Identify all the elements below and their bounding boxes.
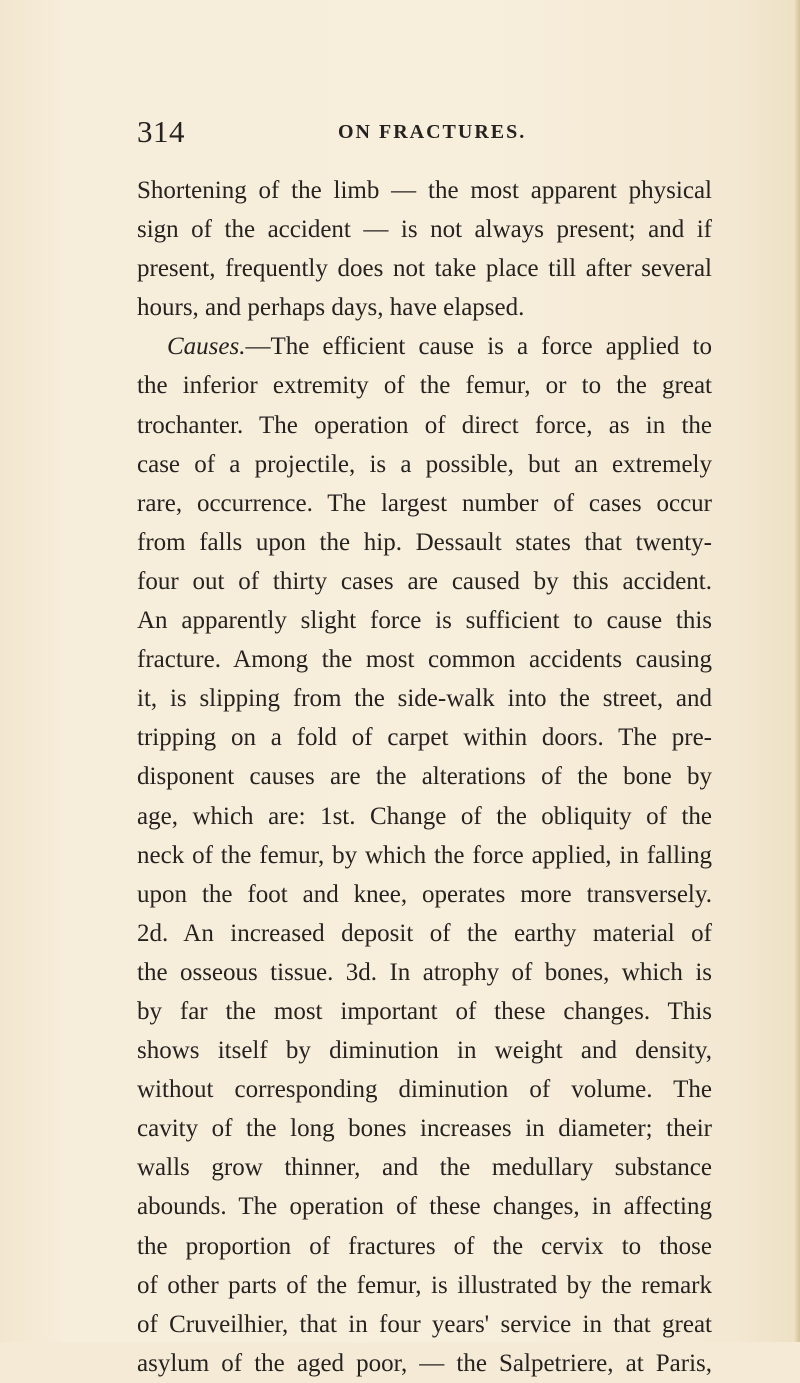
text-line: of other parts of the femur, is illustrated by the remark [137,1271,712,1299]
text-line: walls grow thinner, and the medullary substance [137,1154,712,1182]
text-line: upon the foot and knee, operates more transversely. [137,880,712,908]
text-line: by far the most important of these changes. This [137,997,712,1025]
text-line: the proportion of fractures of the cervix to those [137,1232,712,1260]
running-head [137,112,717,152]
text-line: from falls upon the hip. Dessault states that twenty- [137,528,712,556]
text-line: asylum of the aged poor, — the Salpetriere, at Paris, [137,1349,712,1377]
text-line: without corresponding diminution of volume. The [137,1076,712,1104]
text-line: shows itself by diminution in weight and density, [137,1037,712,1065]
text-line: present, frequently does not take place till after several [137,255,712,283]
section-heading-causes: Causes. [167,333,246,361]
text-line: 2d. An increased deposit of the earthy material of [137,919,712,947]
text-line: of Cruveilhier, that in four years' service in that great [137,1310,712,1338]
body-text [137,171,712,1383]
text-line: case of a projectile, is a possible, but an extremely [137,450,712,478]
text-line: rare, occurrence. The largest number of cases occur [137,489,712,517]
text-line: fracture. Among the most common accidents causing [137,646,712,674]
text-line: sign of the accident — is not always present; and if [137,216,712,244]
text-line: the inferior extremity of the femur, or to the great [137,372,712,400]
text-line: hours, and perhaps days, have elapsed. [137,294,525,322]
page-number: 314 [137,114,185,149]
text-line: Shortening of the limb — the most apparent physical [137,177,712,204]
text-line: age, which are: 1st. Change of the obliquity of the [137,802,712,830]
text-line-causes-rest: —The efficient cause is a force applied to [245,333,712,361]
text-line: cavity of the long bones increases in diameter; their [137,1115,712,1143]
page-edge [794,0,800,1342]
text-line: tripping on a fold of carpet within doors. The pre- [137,724,712,752]
text-line: An apparently slight force is sufficient to cause this [137,607,712,635]
text-line: it, is slipping from the side-walk into the street, and [137,685,712,713]
text-line: four out of thirty cases are caused by this accident. [137,567,712,595]
text-line: trochanter. The operation of direct force, as in the [137,411,712,439]
text-line: abounds. The operation of these changes, in affecting [137,1193,712,1221]
header-title: ON FRACTURES. [338,121,527,143]
text-line-causes [137,327,712,366]
text-line: disponent causes are the alterations of the bone by [137,763,712,791]
text-line: the osseous tissue. 3d. In atrophy of bones, which is [137,958,712,986]
text-line: neck of the femur, by which the force applied, in falling [137,841,712,869]
